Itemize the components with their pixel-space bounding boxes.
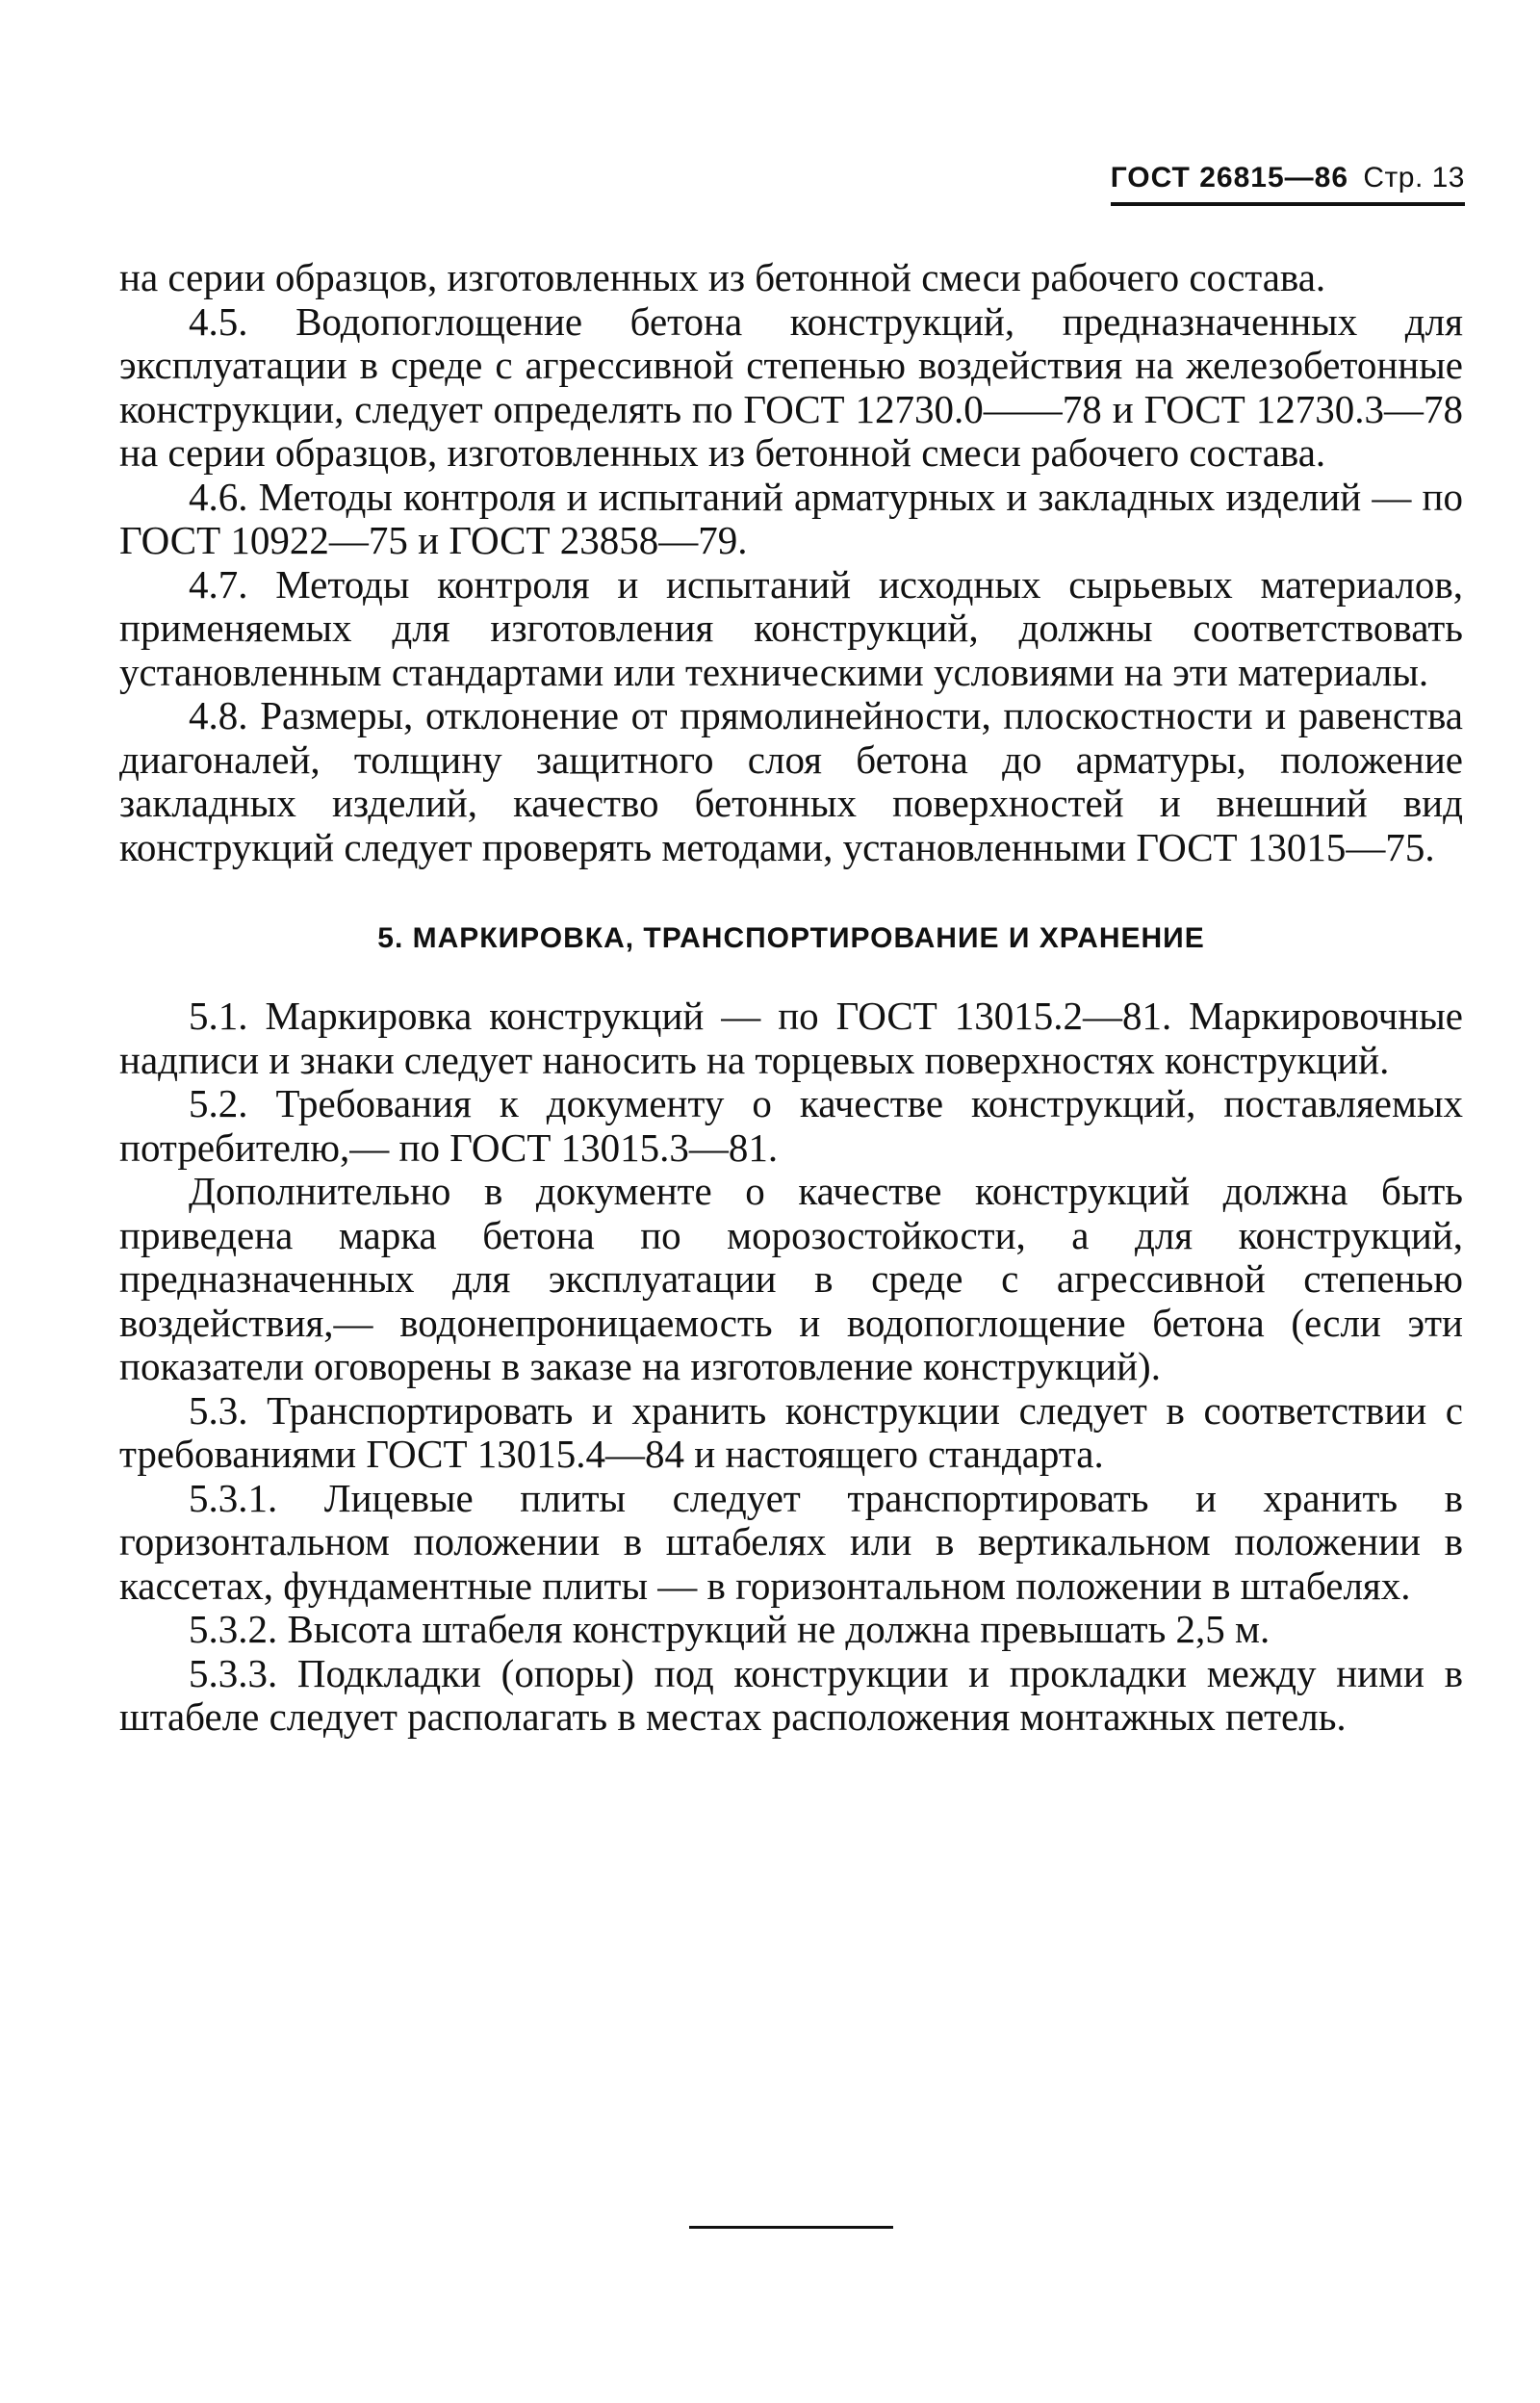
section-heading: 5. МАРКИРОВКА, ТРАНСПОРТИРОВАНИЕ И ХРАНЕНИЕ xyxy=(377,922,1205,954)
page-number: Стр. 13 xyxy=(1363,162,1465,194)
paragraph-4-7: 4.7. Методы контроля и испытаний исходных сырьевых материалов, применяемых для изготовления конструкций, должны соответствовать установленным стандартами или техническими условиями на эти материалы. xyxy=(119,561,1463,694)
end-divider xyxy=(689,2226,893,2229)
paragraph-continuation: на серии образцов, изготовленных из бетонной смеси рабочего состава. xyxy=(119,255,1326,299)
paragraph-5-3-1: 5.3.1. Лицевые плиты следует транспортировать и хранить в горизонтальном положении в штабелях или в вертикальном положении в кассетах, фундаментные плиты — в горизонтальном положении в штабелях. xyxy=(119,1475,1463,1608)
paragraph-5-3-2: 5.3.2. Высота штабеля конструкций не должна превышать 2,5 м. xyxy=(189,1607,1270,1651)
paragraph-5-2-additional: Дополнительно в документе о качестве конструкций должна быть приведена марка бетона по морозостойкости, а для конструкций, предназначенных для эксплуатации в среде с агрессивной степенью воздействия,— водонепроницаемость и водопоглощение бетона (если эти показатели оговорены в заказе на изготовление конструкций). xyxy=(119,1169,1463,1388)
paragraph-4-8: 4.8. Размеры, отклонение от прямолинейности, плоскостности и равенства диагоналей, толщину защитного слоя бетона до арматуры, положение закладных изделий, качество бетонных поверхностей и внешний вид конструкций следует проверять методами, установленными ГОСТ 13015—75. xyxy=(119,693,1463,869)
paragraph-5-3-3: 5.3.3. Подкладки (опоры) под конструкции и прокладки между ними в штабеле следует располагать в местах расположения монтажных петель. xyxy=(119,1650,1463,1739)
paragraph-5-3: 5.3. Транспортировать и хранить конструкции следует в соответствии с требованиями ГОСТ 13015.4—84 и настоящего стандарта. xyxy=(119,1387,1463,1476)
page-header xyxy=(1111,162,1465,206)
standard-number: ГОСТ 26815—86 xyxy=(1110,162,1349,194)
document-body xyxy=(119,256,1463,1740)
paragraph-5-1: 5.1. Маркировка конструкций — по ГОСТ 13015.2—81. Маркировочные надписи и знаки следует наносить на торцевых поверхностях конструкций. xyxy=(119,994,1463,1082)
paragraph-5-2: 5.2. Требования к документу о качестве конструкций, поставляемых потребителю,— по ГОСТ 13015.3—81. xyxy=(119,1081,1463,1170)
paragraph-4-6: 4.6. Методы контроля и испытаний арматурных и закладных изделий — по ГОСТ 10922—75 и ГОСТ 23858—79. xyxy=(119,474,1463,562)
paragraph-4-5: 4.5. Водопоглощение бетона конструкций, предназначенных для эксплуатации в среде с агрессивной степенью воздействия на железобетонные конструкции, следует определять по ГОСТ 12730.0—​—78 и ГОСТ 12730.3—78 на серии образцов, изготовленных из бетонной смеси рабочего состава. xyxy=(119,298,1463,475)
